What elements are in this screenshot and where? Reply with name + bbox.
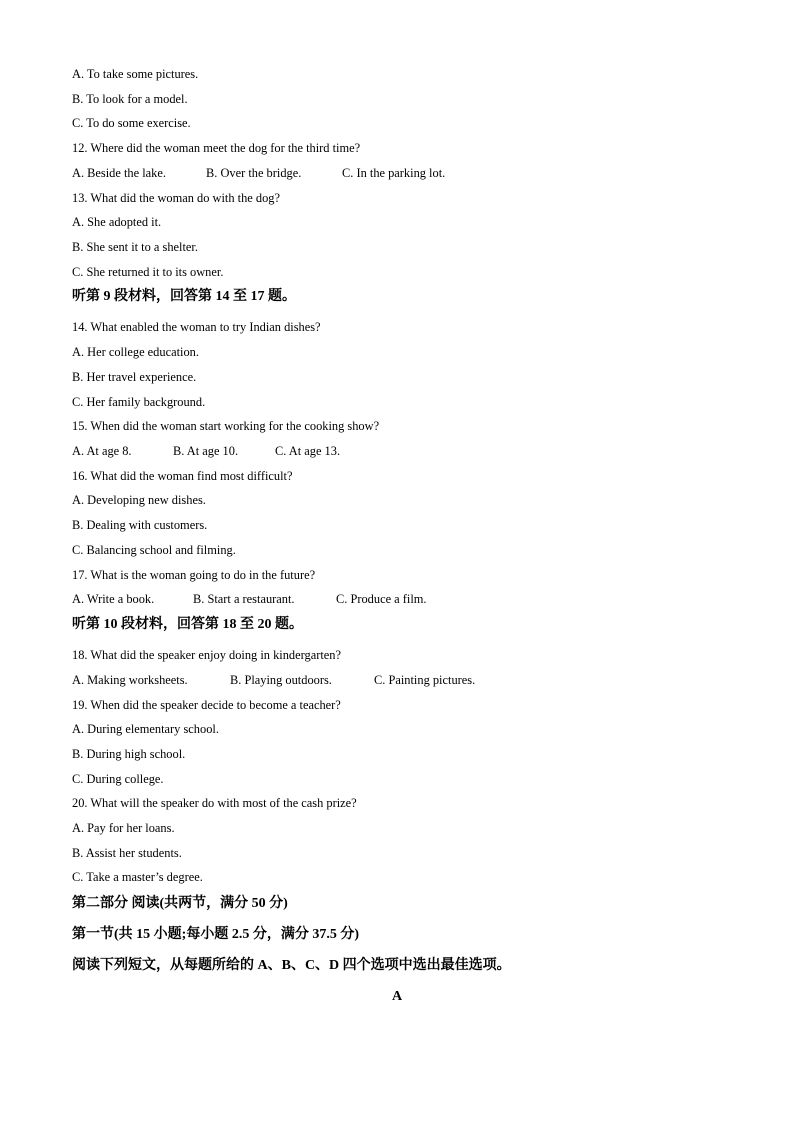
option-17c: C. Produce a film. [336, 592, 427, 606]
option-18c: C. Painting pictures. [374, 673, 476, 687]
section-heading-10: 听第 10 段材料，回答第 18 至 20 题。 [72, 617, 303, 632]
question-16: 16. What did the woman find most difficult? [72, 469, 293, 483]
question-15: 15. When did the woman start working for the cooking show? [72, 419, 380, 433]
option-13c: C. She returned it to its owner. [72, 265, 224, 279]
option-18a: A. Making worksheets. [72, 673, 188, 687]
option-17b: B. Start a restaurant. [193, 592, 295, 606]
question-18: 18. What did the speaker enjoy doing in kindergarten? [72, 648, 341, 662]
option-11b: B. To look for a model. [72, 92, 188, 106]
question-12: 12. Where did the woman meet the dog for the third time? [72, 141, 361, 155]
option-15b: B. At age 10. [173, 444, 239, 458]
options-15 [72, 443, 340, 459]
section-heading-9: 听第 9 段材料，回答第 14 至 17 题。 [72, 289, 296, 304]
option-12c: C. In the parking lot. [342, 166, 446, 180]
option-16b: B. Dealing with customers. [72, 518, 208, 532]
option-11a: A. To take some pictures. [72, 67, 199, 81]
options-17 [72, 591, 427, 607]
option-14b: B. Her travel experience. [72, 370, 197, 384]
option-14a: A. Her college education. [72, 345, 199, 359]
question-13: 13. What did the woman do with the dog? [72, 191, 280, 205]
option-20b: B. Assist her students. [72, 846, 182, 860]
option-20a: A. Pay for her loans. [72, 821, 175, 835]
options-18 [72, 672, 475, 688]
option-18b: B. Playing outdoors. [230, 673, 332, 687]
option-12b: B. Over the bridge. [206, 166, 302, 180]
option-16c: C. Balancing school and filming. [72, 543, 236, 557]
option-19b: B. During high school. [72, 747, 186, 761]
option-17a: A. Write a book. [72, 592, 155, 606]
passage-label: A [391, 989, 403, 1004]
option-11c: C. To do some exercise. [72, 116, 191, 130]
option-13b: B. She sent it to a shelter. [72, 240, 198, 254]
option-15c: C. At age 13. [275, 444, 341, 458]
reading-instructions: 阅读下列短文，从每题所给的 A、B、C、D 四个选项中选出最佳选项。 [72, 958, 511, 973]
option-14c: C. Her family background. [72, 395, 206, 409]
options-12 [72, 165, 445, 181]
question-14: 14. What enabled the woman to try Indian dishes? [72, 320, 321, 334]
part-two-heading: 第二部分 阅读(共两节，满分 50 分) [72, 896, 288, 911]
question-17: 17. What is the woman going to do in the future? [72, 568, 316, 582]
option-13a: A. She adopted it. [72, 215, 162, 229]
option-15a: A. At age 8. [72, 444, 132, 458]
question-20: 20. What will the speaker do with most of the cash prize? [72, 796, 357, 810]
option-12a: A. Beside the lake. [72, 166, 166, 180]
section-one-heading: 第一节(共 15 小题;每小题 2.5 分，满分 37.5 分) [72, 927, 359, 942]
option-19a: A. During elementary school. [72, 722, 219, 736]
option-19c: C. During college. [72, 772, 164, 786]
question-19: 19. When did the speaker decide to become a teacher? [72, 698, 341, 712]
option-16a: A. Developing new dishes. [72, 493, 206, 507]
option-20c: C. Take a master’s degree. [72, 870, 203, 884]
